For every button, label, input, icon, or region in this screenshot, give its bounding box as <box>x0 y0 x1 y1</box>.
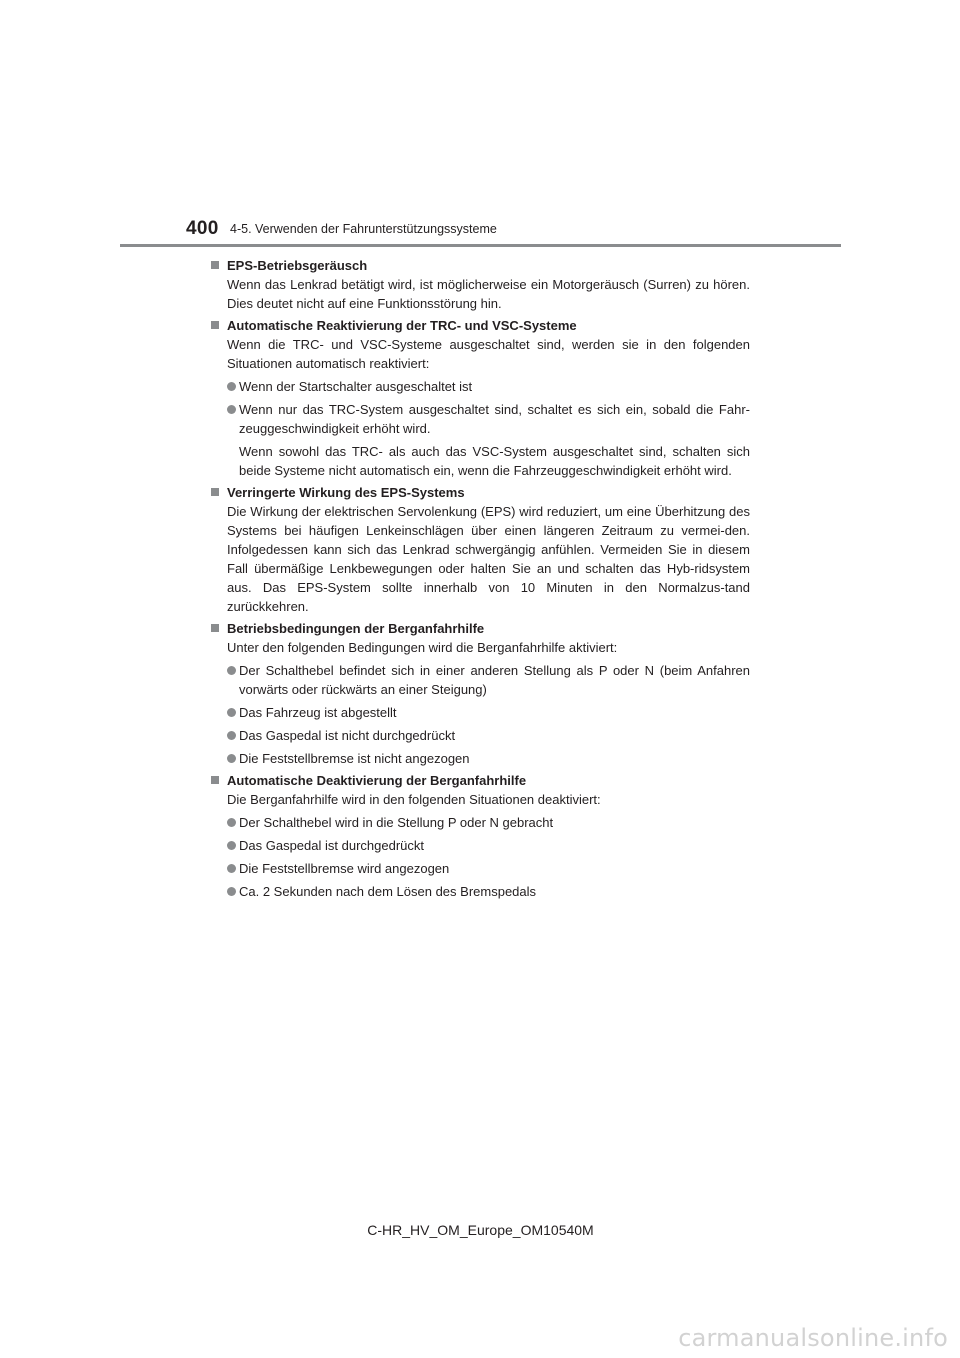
section-eps-noise <box>210 256 750 313</box>
list-item-text: Wenn der Startschalter ausgeschaltet ist <box>239 379 473 394</box>
list-item-text: Wenn nur das TRC-System ausgeschaltet sind, schaltet es sich ein, sobald die Fahr-zeuggeschwindigkeit erhöht wird. <box>239 402 750 436</box>
list-item-text: Der Schalthebel wird in die Stellung P oder N gebracht <box>239 815 554 830</box>
section-heading-text: EPS-Betriebsgeräusch <box>227 258 368 273</box>
circle-bullet-icon <box>227 731 236 740</box>
section-heading-text: Betriebsbedingungen der Berganfahrhilfe <box>227 621 485 636</box>
circle-bullet-icon <box>227 887 236 896</box>
list-item <box>210 661 750 699</box>
list-item-text: Ca. 2 Sekunden nach dem Lösen des Bremspedals <box>239 884 537 899</box>
page-number: 400 <box>186 218 219 239</box>
list-item <box>210 400 750 438</box>
circle-bullet-icon <box>227 841 236 850</box>
circle-bullet-icon <box>227 382 236 391</box>
section-heading <box>210 316 750 335</box>
circle-bullet-icon <box>227 405 236 414</box>
list-item-text: Die Feststellbremse wird angezogen <box>239 861 450 876</box>
watermark: carmanualsonline.info <box>678 1324 948 1352</box>
section-hill-start-deactivation <box>210 771 750 901</box>
section-heading <box>210 483 750 502</box>
list-item <box>210 813 750 832</box>
circle-bullet-icon <box>227 708 236 717</box>
circle-bullet-icon <box>227 818 236 827</box>
paragraph: Die Berganfahrhilfe wird in den folgenden Situationen deaktiviert: <box>227 792 601 807</box>
list-item <box>210 882 750 901</box>
list-item-text: Das Fahrzeug ist abgestellt <box>239 705 397 720</box>
header-divider <box>120 244 841 247</box>
section-heading <box>210 256 750 275</box>
square-bullet-icon <box>211 624 219 632</box>
section-heading <box>210 771 750 790</box>
section-heading-text: Verringerte Wirkung des EPS-Systems <box>227 485 465 500</box>
list-item <box>210 703 750 722</box>
list-item-text: Die Feststellbremse ist nicht angezogen <box>239 751 470 766</box>
circle-bullet-icon <box>227 754 236 763</box>
section-trc-vsc-reactivation <box>210 316 750 480</box>
paragraph: Wenn das Lenkrad betätigt wird, ist möglicherweise ein Motorgeräusch (Surren) zu hören. Dies deutet nicht auf eine Funktionsstörung hin. <box>227 277 750 311</box>
square-bullet-icon <box>211 261 219 269</box>
circle-bullet-icon <box>227 666 236 675</box>
section-heading <box>210 619 750 638</box>
paragraph: Unter den folgenden Bedingungen wird die Berganfahrhilfe aktiviert: <box>227 640 618 655</box>
paragraph: Wenn die TRC- und VSC-Systeme ausgeschaltet sind, werden sie in den folgenden Situationen automatisch reaktiviert: <box>227 337 750 371</box>
square-bullet-icon <box>211 321 219 329</box>
list-item <box>210 377 750 396</box>
list-item-text: Der Schalthebel befindet sich in einer anderen Stellung als P oder N (beim Anfahren vorwärts oder rückwärts an einer Steigung) <box>239 663 750 697</box>
list-item <box>210 859 750 878</box>
section-heading-text: Automatische Reaktivierung der TRC- und VSC-Systeme <box>227 318 577 333</box>
list-item <box>210 836 750 855</box>
section-eps-reduced <box>210 483 750 616</box>
document-id: C-HR_HV_OM_Europe_OM10540M <box>367 1222 594 1238</box>
section-hill-start-conditions <box>210 619 750 768</box>
list-item <box>210 726 750 745</box>
main-content <box>210 256 750 901</box>
square-bullet-icon <box>211 488 219 496</box>
square-bullet-icon <box>211 776 219 784</box>
list-item-text: Das Gaspedal ist nicht durchgedrückt <box>239 728 456 743</box>
list-item-text: Das Gaspedal ist durchgedrückt <box>239 838 424 853</box>
section-title: 4-5. Verwenden der Fahrunterstützungssysteme <box>230 222 497 236</box>
note-paragraph: Wenn sowohl das TRC- als auch das VSC-System ausgeschaltet sind, schalten sich beide Systeme nicht automatisch ein, wenn die Fahrzeuggeschwindigkeit erhöht wird. <box>239 444 750 478</box>
section-heading-text: Automatische Deaktivierung der Berganfahrhilfe <box>227 773 527 788</box>
list-item <box>210 749 750 768</box>
paragraph: Die Wirkung der elektrischen Servolenkung (EPS) wird reduziert, um eine Überhitzung des Systems bei häufigen Lenkeinschlägen über einen längeren Zeitraum zu vermei-den. Infolgedessen kann sich das Lenkrad schwergängig anfühlen. Vermeiden Sie in diesem Fall übermäßige Lenkbewegungen oder halten Sie an und schalten das Hyb-ridsystem aus. Das EPS-System sollte innerhalb von 10 Minuten in den Normalzus-tand zurückkehren. <box>227 504 750 614</box>
circle-bullet-icon <box>227 864 236 873</box>
